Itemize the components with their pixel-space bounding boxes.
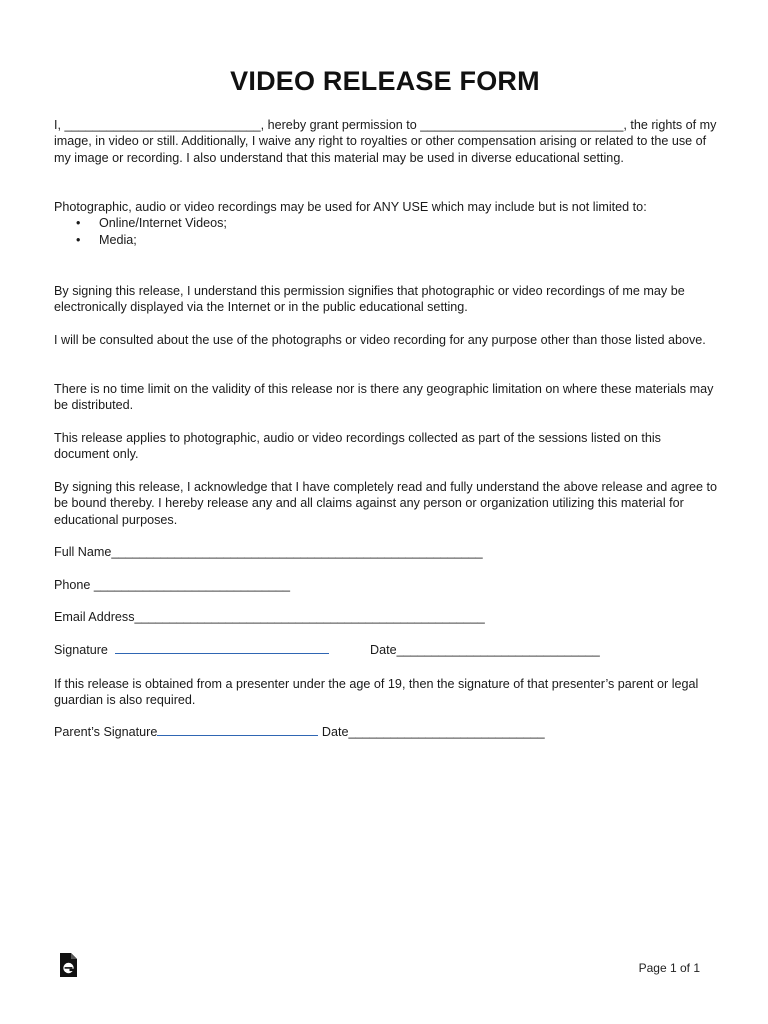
parent-signature-field[interactable] — [157, 725, 318, 736]
time-limit-paragraph: There is no time limit on the validity of this release nor is there any geographic limitation on where these materials may be distributed. — [54, 382, 714, 413]
full-name-field[interactable]: Full Name_____________________________________________________ — [54, 545, 483, 559]
intro-paragraph: I, ____________________________, hereby grant permission to _____________________________, the rights of my image, in video or still. Additionally, I waive any right to royalties or other compensation arising or related to the use of my image or recording. I also understand that this material may be used in diverse educational setting. — [54, 118, 717, 165]
consulted-paragraph: I will be consulted about the use of the photographs or video recording for any purpose other than those listed above. — [54, 333, 706, 347]
uses-list — [54, 215, 714, 249]
phone-field[interactable]: Phone ____________________________ — [54, 578, 291, 592]
list-item-label: Media; — [99, 233, 137, 247]
parent-signature-label: Parent’s Signature — [54, 725, 158, 739]
parent-date-field[interactable]: Date____________________________ — [321, 725, 545, 739]
parent-signature-row — [54, 724, 545, 740]
uses-intro-paragraph: Photographic, audio or video recordings may be used for ANY USE which may include but is not limited to: — [54, 200, 647, 214]
signature-label: Signature — [54, 643, 108, 657]
eforms-logo-icon — [58, 952, 78, 978]
list-item — [54, 232, 714, 249]
minor-paragraph: If this release is obtained from a presenter under the age of 19, then the signature of that presenter’s parent or legal guardian is also required. — [54, 677, 699, 708]
bullet-icon: • — [76, 233, 81, 247]
bullet-icon: • — [76, 216, 81, 230]
signature-row — [54, 642, 329, 658]
signature-field[interactable] — [115, 643, 329, 654]
list-item — [54, 215, 714, 232]
list-item-label: Online/Internet Videos; — [99, 216, 227, 230]
document-title: VIDEO RELEASE FORM — [230, 66, 540, 96]
acknowledge-paragraph: By signing this release, I acknowledge that I have completely read and fully understand the above release and agree to be bound thereby. I hereby release any and all claims against any person or organization utilizing this material for educational purposes. — [54, 480, 717, 527]
page-number: Page 1 of 1 — [638, 961, 700, 975]
applies-paragraph: This release applies to photographic, audio or video recordings collected as part of the sessions listed on this document only. — [54, 431, 661, 462]
email-field[interactable]: Email Address__________________________________________________ — [54, 610, 485, 624]
permission-paragraph: By signing this release, I understand this permission signifies that photographic or video recordings of me may be electronically displayed via the Internet or in the public educational setting. — [54, 284, 685, 315]
date-field[interactable]: Date_____________________________ — [370, 643, 600, 657]
